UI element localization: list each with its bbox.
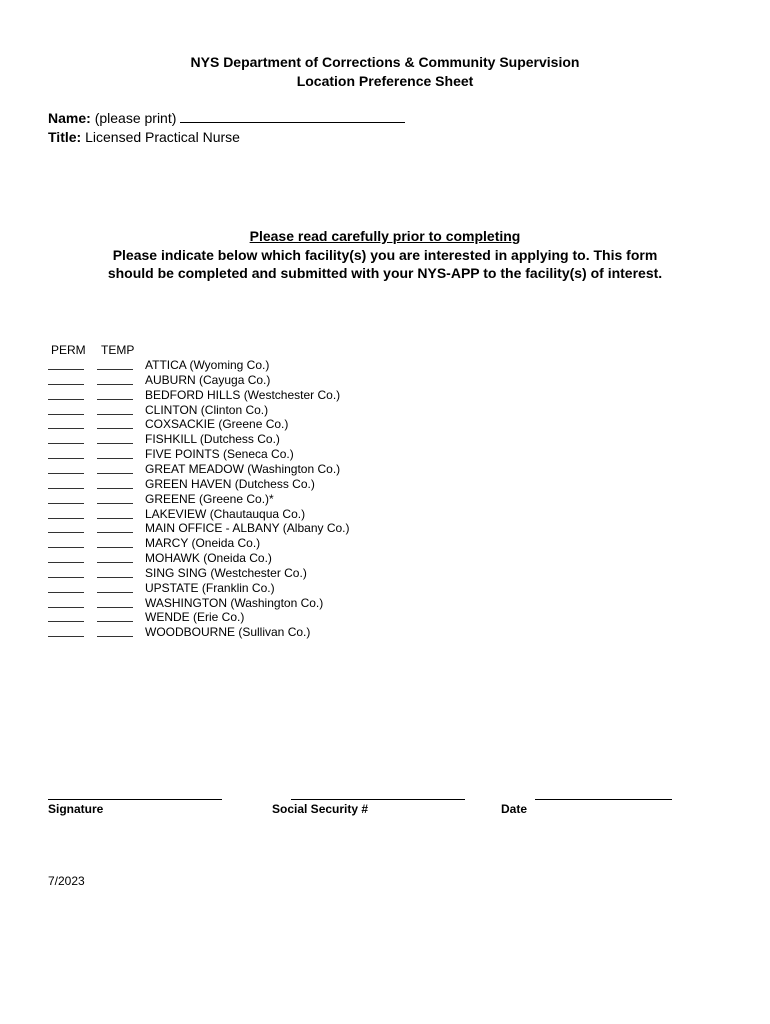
- facility-name: MAIN OFFICE - ALBANY (Albany Co.): [145, 521, 350, 536]
- title-value: Licensed Practical Nurse: [85, 129, 240, 145]
- perm-column-header: PERM: [51, 343, 86, 357]
- temp-blank[interactable]: [97, 428, 133, 429]
- title-label: Title:: [48, 129, 82, 145]
- temp-blank[interactable]: [97, 562, 133, 563]
- name-field[interactable]: [48, 109, 405, 127]
- perm-blank[interactable]: [48, 621, 84, 622]
- date-line[interactable]: [535, 799, 672, 800]
- facility-name: LAKEVIEW (Chautauqua Co.): [145, 506, 306, 521]
- header-title: NYS Department of Corrections & Community Supervision: [190, 54, 580, 70]
- temp-blank[interactable]: [97, 547, 133, 548]
- facility-name: FIVE POINTS (Seneca Co.): [145, 447, 294, 462]
- facility-name: WOODBOURNE (Sullivan Co.): [145, 625, 311, 640]
- perm-blank[interactable]: [48, 562, 84, 563]
- temp-blank[interactable]: [97, 414, 133, 415]
- temp-blank[interactable]: [97, 607, 133, 608]
- facility-name: BEDFORD HILLS (Westchester Co.): [145, 387, 341, 402]
- temp-blank[interactable]: [97, 503, 133, 504]
- perm-blank[interactable]: [48, 488, 84, 489]
- perm-blank[interactable]: [48, 458, 84, 459]
- name-input-line[interactable]: [180, 122, 405, 123]
- revision-date: 7/2023: [48, 874, 85, 888]
- facility-name: COXSACKIE (Greene Co.): [145, 417, 289, 432]
- temp-column-header: TEMP: [101, 343, 135, 357]
- facility-name: MARCY (Oneida Co.): [145, 536, 261, 551]
- name-label: Name:: [48, 110, 91, 126]
- temp-blank[interactable]: [97, 399, 133, 400]
- facility-name: UPSTATE (Franklin Co.): [145, 580, 275, 595]
- perm-blank[interactable]: [48, 547, 84, 548]
- perm-blank[interactable]: [48, 473, 84, 474]
- temp-blank[interactable]: [97, 532, 133, 533]
- facility-name: FISHKILL (Dutchess Co.): [145, 432, 280, 447]
- perm-blank[interactable]: [48, 414, 84, 415]
- ssn-label: Social Security #: [272, 802, 369, 816]
- perm-blank[interactable]: [48, 607, 84, 608]
- temp-blank[interactable]: [97, 384, 133, 385]
- perm-blank[interactable]: [48, 503, 84, 504]
- temp-blank[interactable]: [97, 621, 133, 622]
- ssn-line[interactable]: [291, 799, 465, 800]
- date-label: Date: [501, 802, 528, 816]
- temp-blank[interactable]: [97, 473, 133, 474]
- facility-name: ATTICA (Wyoming Co.): [145, 358, 270, 372]
- header-subtitle: Location Preference Sheet: [296, 73, 474, 89]
- facility-name: AUBURN (Cayuga Co.): [145, 372, 271, 387]
- instructions-heading: Please read carefully prior to completing: [249, 228, 521, 244]
- facility-name: WASHINGTON (Washington Co.): [145, 595, 324, 610]
- perm-blank[interactable]: [48, 636, 84, 637]
- temp-blank[interactable]: [97, 458, 133, 459]
- temp-blank[interactable]: [97, 369, 133, 370]
- perm-blank[interactable]: [48, 428, 84, 429]
- temp-blank[interactable]: [97, 577, 133, 578]
- facility-name: CLINTON (Clinton Co.): [145, 402, 269, 417]
- facility-name: GREEN HAVEN (Dutchess Co.): [145, 476, 315, 491]
- temp-blank[interactable]: [97, 518, 133, 519]
- name-hint: (please print): [94, 110, 177, 126]
- perm-blank[interactable]: [48, 369, 84, 370]
- temp-blank[interactable]: [97, 488, 133, 489]
- temp-blank[interactable]: [97, 636, 133, 637]
- perm-blank[interactable]: [48, 518, 84, 519]
- perm-blank[interactable]: [48, 592, 84, 593]
- temp-blank[interactable]: [97, 592, 133, 593]
- title-field: [48, 128, 240, 146]
- facility-name: GREENE (Greene Co.)*: [145, 491, 274, 506]
- facility-name: WENDE (Erie Co.): [145, 610, 245, 625]
- perm-blank[interactable]: [48, 532, 84, 533]
- perm-blank[interactable]: [48, 384, 84, 385]
- instructions-line-2: should be completed and submitted with your NYS-APP to the facility(s) of interest.: [107, 265, 663, 281]
- facility-name: GREAT MEADOW (Washington Co.): [145, 461, 341, 476]
- signature-label: Signature: [48, 802, 104, 816]
- temp-blank[interactable]: [97, 443, 133, 444]
- perm-blank[interactable]: [48, 577, 84, 578]
- facility-name: MOHAWK (Oneida Co.): [145, 551, 272, 566]
- instructions-line-1: Please indicate below which facility(s) you are interested in applying to. This form: [112, 247, 658, 263]
- signature-line[interactable]: [48, 799, 222, 800]
- perm-blank[interactable]: [48, 399, 84, 400]
- perm-blank[interactable]: [48, 443, 84, 444]
- facility-name: SING SING (Westchester Co.): [145, 565, 307, 580]
